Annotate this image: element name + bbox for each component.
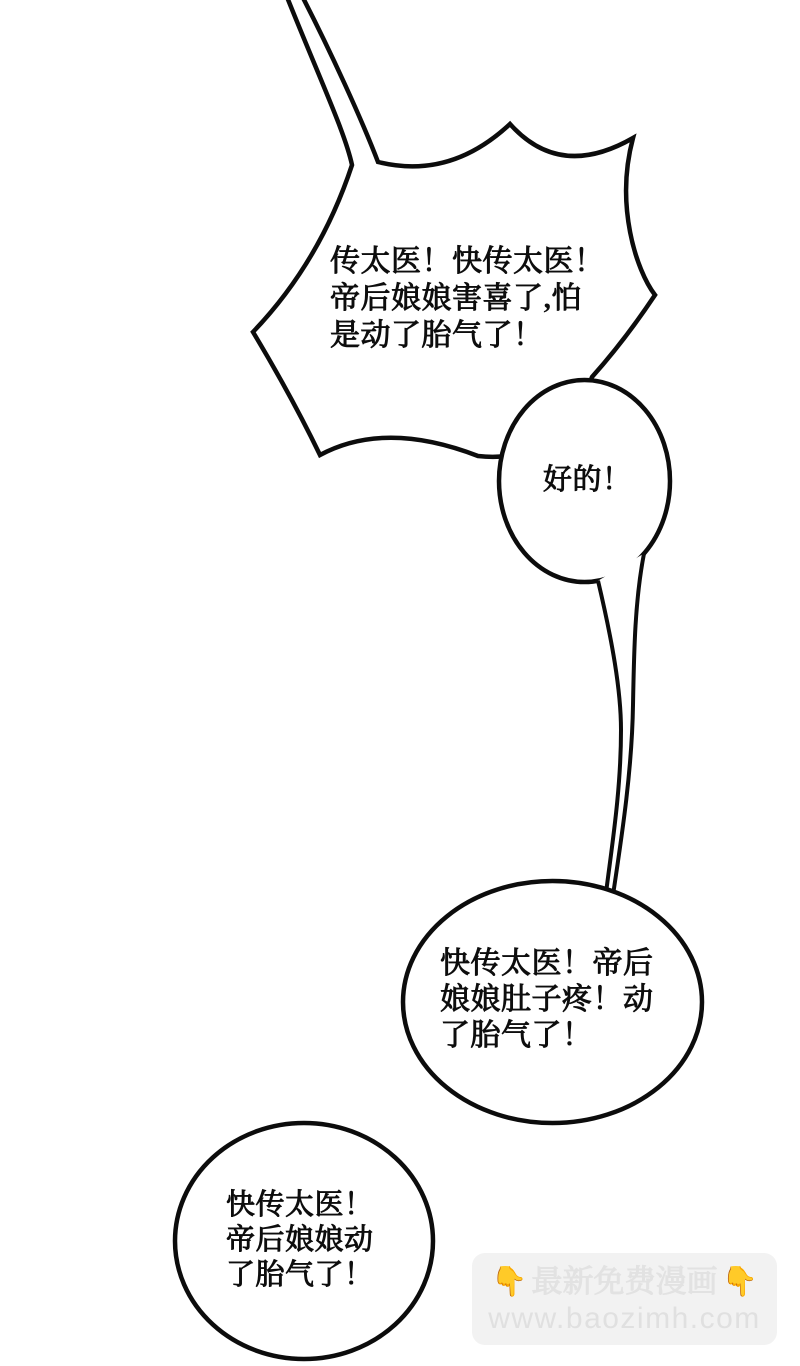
- speech-line: 帝后娘娘害喜了,怕: [330, 282, 582, 315]
- speech-line: 帝后娘娘动: [226, 1224, 374, 1256]
- watermark-url: www.baozimh.com: [488, 1302, 761, 1335]
- speech-line: 娘娘肚子疼！动: [440, 983, 654, 1016]
- bottom-bubble-text: [226, 1188, 374, 1293]
- speech-line: 快传太医！: [226, 1189, 374, 1221]
- reply-bubble-text: [543, 463, 632, 497]
- speech-line: 了胎气了！: [440, 1019, 593, 1052]
- speech-line: 快传太医！帝后: [440, 947, 654, 980]
- burst-bubble-text: [330, 243, 605, 354]
- speech-line: 好的！: [543, 464, 632, 496]
- site-watermark: [472, 1253, 777, 1345]
- watermark-title: 最新免费漫画: [531, 1264, 718, 1299]
- watermark-title-row: [491, 1262, 757, 1302]
- speech-line: 了胎气了！: [226, 1259, 374, 1291]
- middle-bubble-text: [440, 946, 654, 1054]
- point-down-emoji: 👇: [491, 1266, 528, 1298]
- speech-line: 传太医！快传太医！: [330, 245, 605, 278]
- speech-line: 是动了胎气了！: [330, 319, 544, 352]
- point-down-emoji: 👇: [721, 1266, 758, 1298]
